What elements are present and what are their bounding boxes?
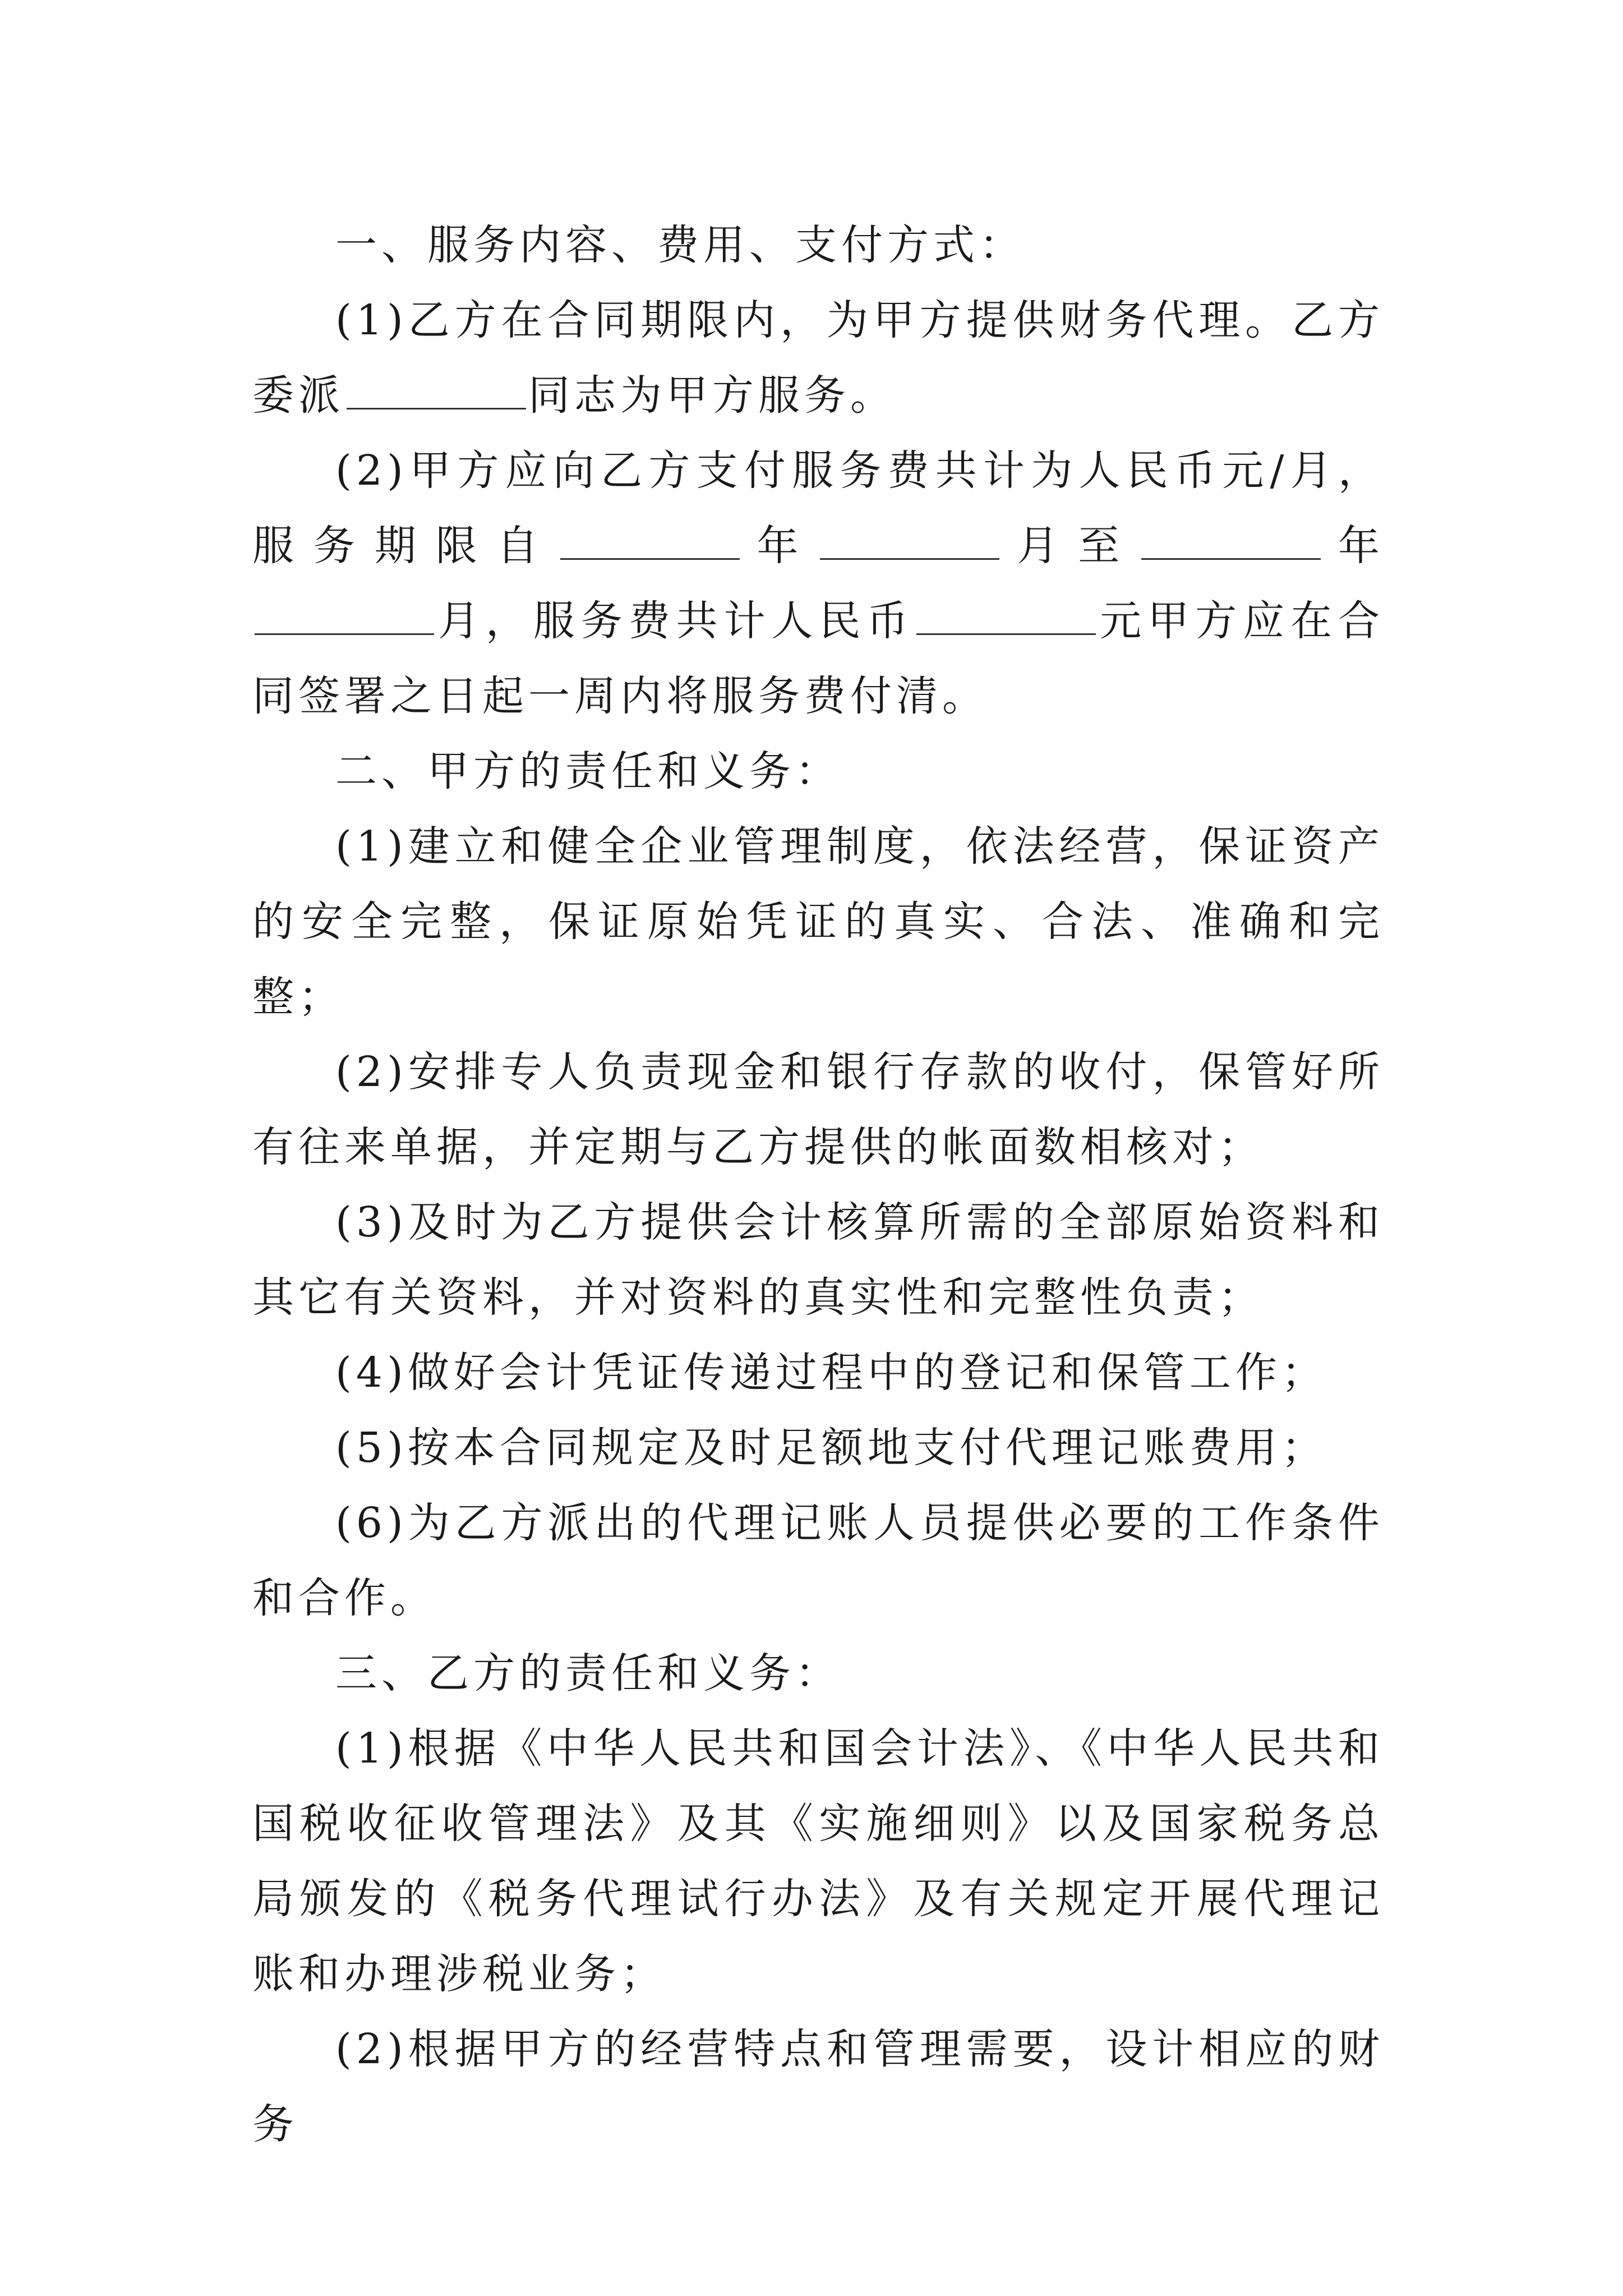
fill-in-blank <box>560 558 740 560</box>
section-2-item: (6)为乙方派出的代理记账人员提供必要的工作条件和合作。 <box>252 1499 1384 1622</box>
item-text: 年 <box>741 522 818 570</box>
section-3-heading: 三、乙方的责任和义务： <box>335 1649 841 1697</box>
fill-in-blank <box>255 633 434 635</box>
item-text: 月，服务费共计人民币 <box>436 597 915 645</box>
section-1-item-2 <box>252 433 1384 734</box>
section-2-heading: 二、甲方的责任和义务： <box>335 747 841 795</box>
item-text: 元甲方应在合同签署之日起一周内将服务费付清。 <box>252 597 1385 720</box>
fill-in-blank <box>1141 558 1321 560</box>
section-2-item: (2)安排专人负责现金和银行存款的收付，保管好所有往来单据，并定期与乙方提供的帐面数相核对； <box>252 1048 1384 1171</box>
item-text: (1)乙方在合同期限内，为甲方提供财务代理。乙方委派 <box>252 296 1384 420</box>
section-2-item: (3)及时为乙方提供会计核算所需的全部原始资料和其它有关资料，并对资料的真实性和完整性负责； <box>252 1198 1384 1322</box>
item-text: 年 <box>1323 522 1385 570</box>
document-body <box>252 208 1384 2162</box>
section-2-item: (5)按本合同规定及时足额地支付代理记账费用； <box>335 1424 1327 1472</box>
item-text: (2)甲方应向乙方支付服务费共计为人民币元/月，服务期限自 <box>252 447 1384 570</box>
section-3-item: (2)根据甲方的经营特点和管理需要，设计相应的财务 <box>252 2025 1384 2148</box>
section-3-item: (1)根据《中华人民共和国会计法》、《中华人民共和国税收征收管理法》及其《实施细则》以及国家税务总局颁发的《税务代理试行办法》及有关规定开展代理记账和办理涉税业务； <box>252 1724 1384 1998</box>
section-2-item: (4)做好会计凭证传递过程中的登记和保管工作； <box>335 1349 1327 1397</box>
item-text: 同志为甲方服务。 <box>528 371 896 420</box>
section-2-item: (1)建立和健全企业管理制度，依法经营，保证资产的安全完整，保证原始凭证的真实、合法、准确和完整； <box>252 822 1384 1021</box>
section-1-heading: 一、服务内容、费用、支付方式： <box>335 221 1025 269</box>
fill-in-blank <box>916 633 1096 635</box>
item-text: 月至 <box>1002 522 1140 570</box>
fill-in-blank <box>347 407 526 409</box>
section-1-item-1 <box>252 283 1384 433</box>
fill-in-blank <box>820 558 999 560</box>
